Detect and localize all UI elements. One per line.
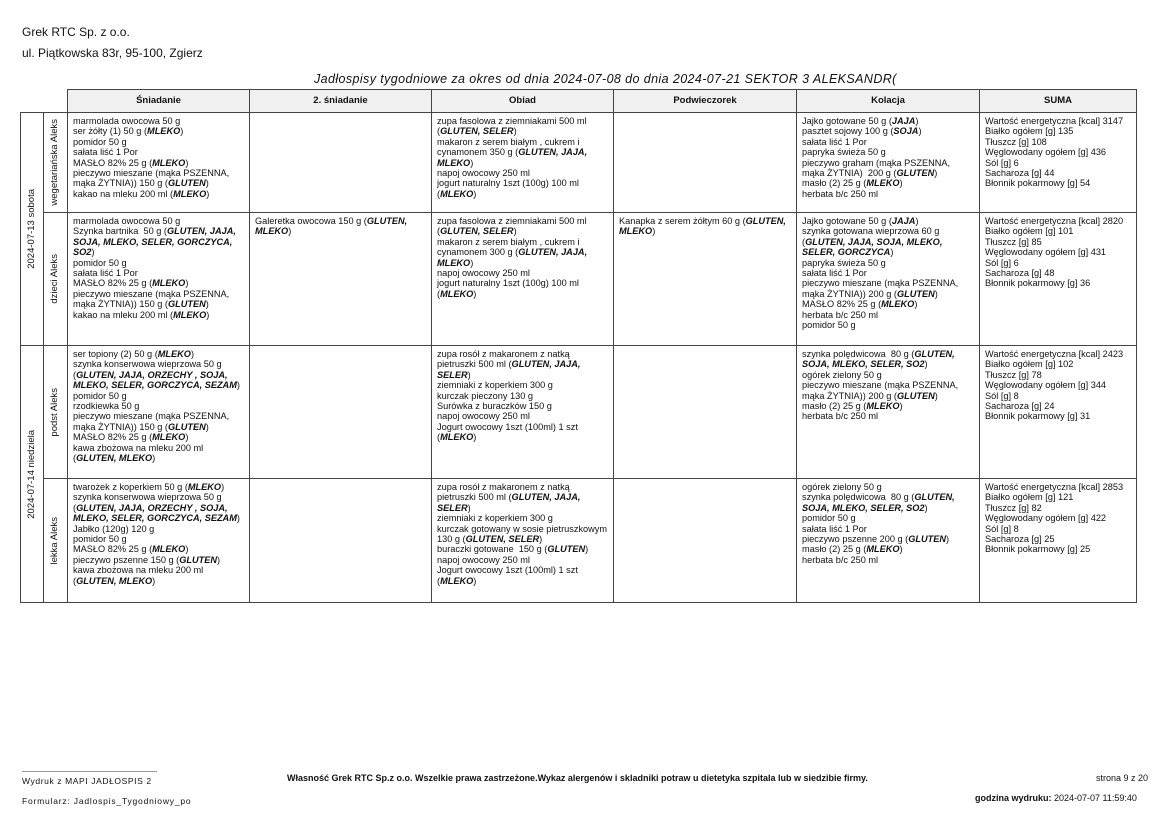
- diet-name-cell: [44, 113, 68, 213]
- meal-cell: [432, 113, 614, 213]
- meal-cell: [68, 479, 250, 603]
- meal-cell: [614, 346, 797, 479]
- meal-cell: [68, 113, 250, 213]
- menu-row: [21, 479, 1137, 603]
- meal-text: zupa fasolowa z ziemniakami 500 ml (GLUTEN, SELER) makaron z serem białym , cukrem i cynamonem 300 g (GLUTEN, JAJA, MLEKO) napoj owocowy 250 ml jogurt naturalny 1szt (100g) 100 ml (MLEKO): [437, 216, 588, 299]
- meal-text: zupa rosół z makaronem z natką pietruszki 500 ml (GLUTEN, JAJA, SELER) ziemniaki z koperkiem 300 g kurczak gotowany w sosie pietruszkowym 130 g (GLUTEN, SELER) buraczki gotowane 150 g (GLUTEN) napoj owocowy 250 ml Jogurt owocowy 1szt (100ml) 1 szt (MLEKO): [437, 482, 608, 586]
- diet-name: podst Aleks: [49, 387, 61, 437]
- menu-table: [20, 89, 1137, 603]
- day-date-cell: [21, 346, 44, 603]
- meal-cell: [797, 479, 980, 603]
- column-header: 2. śniadanie: [250, 90, 432, 113]
- meal-cell: [797, 213, 980, 346]
- meal-text: Galeretka owocowa 150 g (GLUTEN, MLEKO): [255, 216, 408, 237]
- meal-text: ogórek zielony 50 g szynka polędwicowa 80 g (GLUTEN, SOJA, MLEKO, SELER, SO2) pomidor 50 g sałata liść 1 Por pieczywo pszenne 200 g (GLUTEN) masło (2) 25 g (MLEKO) herbata b/c 250 ml: [802, 482, 955, 565]
- header-blank: [44, 90, 68, 113]
- company-address: ul. Piątkowska 83r, 95-100, Zgierz: [22, 46, 203, 60]
- nutrition-summary: Wartość energetyczna [kcal] 2820 Białko ogółem [g] 101 Tłuszcz [g] 85 Węglowodany ogółem [g] 431 Sól [g] 6 Sacharoza [g] 48 Błonnik pokarmowy [g] 36: [985, 216, 1124, 289]
- column-header: Śniadanie: [68, 90, 250, 113]
- day-date: 2024-07-14 niedziela: [25, 429, 37, 519]
- menu-row: [21, 346, 1137, 479]
- diet-name-cell: [44, 213, 68, 346]
- nutrition-summary: Wartość energetyczna [kcal] 2423 Białko ogółem [g] 102 Tłuszcz [g] 78 Węglowodany ogółem [g] 344 Sól [g] 8 Sacharoza [g] 24 Błonnik pokarmowy [g] 31: [985, 349, 1124, 422]
- header-row: [21, 90, 1137, 113]
- meal-text: szynka polędwicowa 80 g (GLUTEN, SOJA, MLEKO, SELER, SO2) ogórek zielony 50 g pieczywo mieszane (mąka PSZENNA, mąka ŻYTNIA)) 200 g (GLUTEN) masło (2) 25 g (MLEKO) herbata b/c 250 ml: [802, 349, 959, 422]
- meal-cell: [68, 213, 250, 346]
- diet-name: wegetariańska Aleks: [49, 119, 61, 206]
- print-time-value: 2024-07-07 11:59:40: [1054, 793, 1137, 803]
- meal-cell: [250, 213, 432, 346]
- menu-row: [21, 113, 1137, 213]
- meal-cell: [250, 479, 432, 603]
- column-header: SUMA: [980, 90, 1137, 113]
- meal-cell: [797, 346, 980, 479]
- meal-text: ser topiony (2) 50 g (MLEKO) szynka konserwowa wieprzowa 50 g (GLUTEN, JAJA, ORZECHY , SOJA, MLEKO, SELER, GORCZYCA, SEZAM) pomidor 50 g rzodkiewka 50 g pieczywo mieszane (mąka PSZENNA, mąka ŻYTNIA)) 150 g (GLUTEN) MASŁO 82% 25 g (MLEKO) kawa zbożowa na mleku 200 ml (GLUTEN, MLEKO): [73, 349, 240, 464]
- diet-name-cell: [44, 479, 68, 603]
- meal-cell: [432, 346, 614, 479]
- nutrition-summary: Wartość energetyczna [kcal] 2853 Białko ogółem [g] 121 Tłuszcz [g] 82 Węglowodany ogółem [g] 422 Sól [g] 8 Sacharoza [g] 25 Błonnik pokarmowy [g] 25: [985, 482, 1124, 555]
- day-date-cell: [21, 113, 44, 346]
- column-header: Kolacja: [797, 90, 980, 113]
- footer-form: Formularz: Jadlospis_Tygodniowy_po: [22, 796, 192, 806]
- header-blank: [21, 90, 44, 113]
- meal-cell: [432, 213, 614, 346]
- print-time-label: godzina wydruku:: [975, 793, 1052, 803]
- footer-printout: Wydruk z MAPI JADŁOSPIS 2: [22, 776, 152, 786]
- meal-cell: [68, 346, 250, 479]
- menu-body: [21, 113, 1137, 603]
- meal-text: Kanapka z serem żółtym 60 g (GLUTEN, MLEKO): [619, 216, 786, 237]
- diet-name-cell: [44, 346, 68, 479]
- nutrition-summary: Wartość energetyczna [kcal] 3147 Białko ogółem [g] 135 Tłuszcz [g] 108 Węglowodany ogółem [g] 436 Sól [g] 6 Sacharoza [g] 44 Błonnik pokarmowy [g] 54: [985, 116, 1124, 189]
- meal-text: marmolada owocowa 50 g ser żółty (1) 50 g (MLEKO) pomidor 50 g sałata liść 1 Por MASŁO 82% 25 g (MLEKO) pieczywo mieszane (mąka PSZENNA, mąka ŻYTNIA)) 150 g (GLUTEN) kakao na mleku 200 ml (MLEKO): [73, 116, 230, 199]
- meal-cell: [614, 479, 797, 603]
- diet-name: dzieci Aleks: [49, 254, 61, 304]
- company-header: [22, 22, 203, 64]
- meal-text: zupa rosół z makaronem z natką pietruszki 500 ml (GLUTEN, JAJA, SELER) ziemniaki z koperkiem 300 g kurczak pieczony 130 g Surówka z buraczków 150 g napoj owocowy 250 ml Jogurt owocowy 1szt (100ml) 1 szt (MLEKO): [437, 349, 581, 443]
- document-title: Jadłospisy tygodniowe za okres od dnia 2024-07-08 do dnia 2024-07-21 SEKTOR 3 ALEKSANDR(: [314, 72, 897, 86]
- meal-cell: [980, 113, 1137, 213]
- company-name: Grek RTC Sp. z o.o.: [22, 25, 130, 39]
- meal-text: Jajko gotowane 50 g (JAJA) szynka gotowana wieprzowa 60 g (GLUTEN, JAJA, SOJA, MLEKO, SELER, GORCZYCA) papryka świeża 50 g sałata liść 1 Por pieczywo mieszane (mąka PSZENNA, mąka ŻYTNIA)) 200 g (GLUTEN) MASŁO 82% 25 g (MLEKO) herbata b/c 250 ml pomidor 50 g: [802, 216, 959, 331]
- footer-page-number: strona 9 z 20: [1096, 773, 1149, 783]
- column-header: Podwieczorek: [614, 90, 797, 113]
- meal-cell: [980, 479, 1137, 603]
- meal-cell: [980, 213, 1137, 346]
- meal-cell: [980, 346, 1137, 479]
- meal-text: twarożek z koperkiem 50 g (MLEKO) szynka konserwowa wieprzowa 50 g (GLUTEN, JAJA, ORZECHY , SOJA, MLEKO, SELER, GORCZYCA, SEZAM) Jabłko (120g) 120 g pomidor 50 g MASŁO 82% 25 g (MLEKO) pieczywo pszenne 150 g (GLUTEN) kawa zbożowa na mleku 200 ml (GLUTEN, MLEKO): [73, 482, 240, 586]
- footer-ownership: Własność Grek RTC Sp.z o.o. Wszelkie prawa zastrzeżone.Wykaz alergenów i skladniki potraw u dietetyka szpitala lub w siedzibie firmy.: [287, 773, 868, 783]
- footer-rule: [22, 771, 157, 772]
- column-header: Obiad: [432, 90, 614, 113]
- meal-cell: [250, 346, 432, 479]
- menu-row: [21, 213, 1137, 346]
- meal-cell: [250, 113, 432, 213]
- meal-text: marmolada owocowa 50 g Szynka bartnika 50 g (GLUTEN, JAJA, SOJA, MLEKO, SELER, GORCZYCA, SO2) pomidor 50 g sałata liść 1 Por MASŁO 82% 25 g (MLEKO) pieczywo mieszane (mąka PSZENNA, mąka ŻYTNIA)) 150 g (GLUTEN) kakao na mleku 200 ml (MLEKO): [73, 216, 236, 320]
- meal-text: zupa fasolowa z ziemniakami 500 ml (GLUTEN, SELER) makaron z serem białym , cukrem i cynamonem 350 g (GLUTEN, JAJA, MLEKO) napoj owocowy 250 ml jogurt naturalny 1szt (100g) 100 ml (MLEKO): [437, 116, 588, 199]
- meal-cell: [614, 213, 797, 346]
- meal-cell: [797, 113, 980, 213]
- footer-left: [22, 771, 191, 811]
- meal-text: Jajko gotowane 50 g (JAJA) pasztet sojowy 100 g (SOJA) sałata liść 1 Por papryka świeża 50 g pieczywo graham (mąka PSZENNA, mąka ŻYTNIA) 200 g (GLUTEN) masło (2) 25 g (MLEKO) herbata b/c 250 ml: [802, 116, 951, 199]
- footer-print-time: [975, 793, 1137, 803]
- meal-cell: [432, 479, 614, 603]
- diet-name: lekka Aleks: [49, 516, 61, 565]
- day-date: 2024-07-13 sobota: [25, 189, 37, 269]
- meal-cell: [614, 113, 797, 213]
